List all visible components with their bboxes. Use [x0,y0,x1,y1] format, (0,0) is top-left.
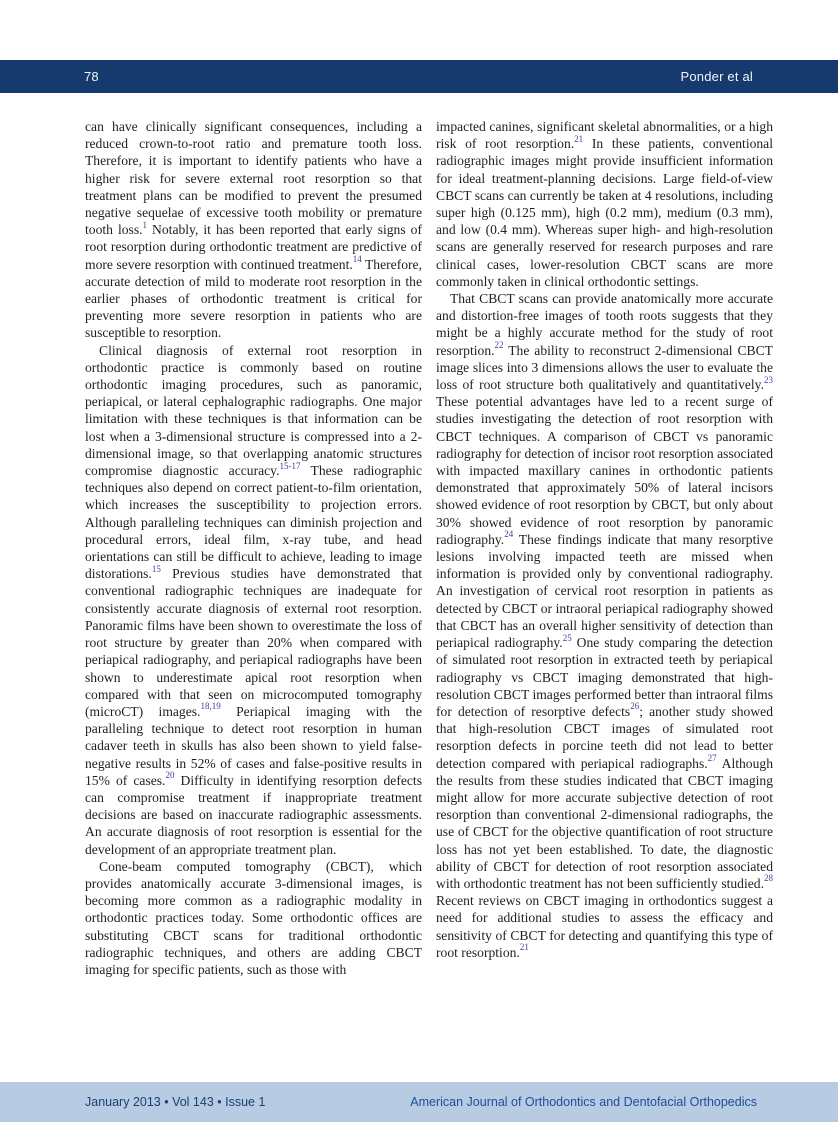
citation-ref[interactable]: 18,19 [200,701,221,712]
citation-ref[interactable]: 28 [764,873,773,884]
citation-ref[interactable]: 23 [764,374,773,385]
paragraph: Cone-beam computed tomography (CBCT), which provides anatomically accurate 3-dimensional images, is becoming more common as a radiographic modality in orthodontic practices today. Some orthodontic offices are substituting CBCT scans for traditional orthodontic radiographic techniques, and others are adding CBCT imaging for specific patients, such as those with [85,858,422,977]
page-number: 78 [84,69,99,84]
paragraph: can have clinically significant consequences, including a reduced crown-to-root ratio and premature tooth loss. Therefore, it is important to identify patients who have a higher risk for severe external root resorption so that treatment plans can be modified to prevent the presumed negative sequelae of excessive tooth mobility or premature tooth loss.$^1$ Notably, it has been reported that early signs of root resorption during orthodontic treatment are predictive of more severe resorption with continued treatment.$^{14}$ Therefore, accurate detection of mild to moderate root resorption in the earlier phases of orthodontic treatment is critical for preventing more severe resorption in patients who are susceptible to resorption. [85,119,422,341]
citation-ref[interactable]: 26 [630,701,640,712]
left-column [85,118,422,978]
citation-ref[interactable]: 22 [494,340,504,351]
citation-ref[interactable]: 14 [352,254,362,265]
journal-name: American Journal of Orthodontics and Dentofacial Orthopedics [410,1095,757,1109]
running-head: Ponder et al [680,69,753,84]
citation-ref[interactable]: 27 [707,752,717,763]
citation-ref[interactable]: 20 [165,770,175,781]
issue-info: January 2013 • Vol 143 • Issue 1 [85,1095,266,1109]
paragraph: That CBCT scans can provide anatomically more accurate and distortion-free images of tooth roots suggests that they might be a highly accurate method for the study of root resorption.$^{22}$ The ability to reconstruct 2-dimensional CBCT image slices into 3 dimensions allows the user to evaluate the loss of root structure both qualitatively and quantitatively.$^{23}$ These potential advantages have led to a recent surge of studies investigating the detection of root resorption with CBCT techniques. A comparison of CBCT vs panoramic radiography for detection of incisor root resorption associated with impacted maxillary canines in orthodontic patients demonstrated that approximately 50% of lateral incisors showed evidence of root resorption by CBCT, but only about 30% showed evidence of root resorption by panoramic radiography.$^{24}$ These findings indicate that many resorptive lesions involving impacted teeth are missed when information is provided only by conventional radiography. An investigation of cervical root resorption in patients as detected by CBCT or intraoral periapical radiography showed that CBCT has an overall higher sensitivity of detection than periapical radiography.$^{25}$ One study comparing the detection of simulated root resorption in extracted teeth by periapical radiography vs CBCT imaging demonstrated that high-resolution CBCT images performed better than intraoral films for detection of resorptive defects$^{26}$; another study showed that high-resolution CBCT images of simulated root resorption defects in porcine teeth did not lead to better detection compared with periapical radiographs.$^{27}$ Although the results from these studies indicated that CBCT imaging might allow for more accurate subjective detection of root resorption than conventional 2-dimensional radiographs, the use of CBCT for the objective quantification of root structure loss has not yet been established. To date, the diagnostic ability of CBCT for detection of root resorption associated with orthodontic treatment has not been sufficiently studied.$^{28}$ Recent reviews on CBCT imaging in orthodontics suggest a need for additional studies to assess the efficacy and sensitivity of CBCT for detecting and quantifying this type of root resorption.$^{21}$ [436,291,773,960]
citation-ref[interactable]: 15-17 [279,460,301,471]
page-header [0,60,838,93]
citation-ref[interactable]: 1 [142,219,148,230]
paragraph: impacted canines, significant skeletal abnormalities, or a high risk of root resorption.$^{21}$ In these patients, conventional radiographic images might provide insufficient information for ideal treatment-planning decisions. Large field-of-view CBCT scans can currently be taken at 4 resolutions, including super high (0.125 mm), high (0.2 mm), medium (0.3 mm), and low (0.4 mm). Whereas super high- and high-resolution scans are generally reserved for research purposes and rare clinical cases, lower-resolution CBCT scans are more commonly taken in clinical orthodontic settings. [436,119,773,289]
article-body [85,118,773,978]
citation-ref[interactable]: 24 [504,529,514,540]
right-column [436,118,773,978]
citation-ref[interactable]: 21 [519,942,529,953]
paragraph: Clinical diagnosis of external root resorption in orthodontic practice is commonly based on routine orthodontic imaging procedures, such as panoramic, periapical, or lateral cephalographic radiographs. One major limitation with these techniques is that information can be lost when a 3-dimensional structure is compressed into a 2-dimensional image, so that overlapping anatomic structures compromise diagnostic accuracy.$^{15-17}$ These radiographic techniques also depend on correct patient-to-film orientation, which increases the susceptibility to projection errors. Although paralleling techniques can diminish projection and procedural errors, ideal film, x-ray tube, and head orientations can still be difficult to achieve, leading to image distorations.$^{15}$ Previous studies have demonstrated that conventional radiographic techniques are inadequate for consistently accurate diagnosis of external root resorption. Panoramic films have been shown to overestimate the loss of root structure by greater than 20% when compared with periapical radiography, and periapical radiographs have been shown to underestimate apical root resorption when compared with that seen on microcomputed tomography (microCT) images.$^{18,19}$ Periapical imaging with the paralleling technique to detect root resorption in human cadaver teeth in skulls has also been shown to yield false-negative results in 52% of cases and false-positive results in 15% of cases.$^{20}$ Difficulty in identifying resorption defects can compromise treatment if inappropriate treatment decisions are based on inaccurate radiographic assessments. An accurate diagnosis of root resorption is essential for the development of an appropriate treatment plan. [85,342,423,857]
citation-ref[interactable]: 21 [574,133,584,144]
page-footer [0,1082,838,1122]
citation-ref[interactable]: 25 [562,632,572,643]
citation-ref[interactable]: 15 [151,563,161,574]
